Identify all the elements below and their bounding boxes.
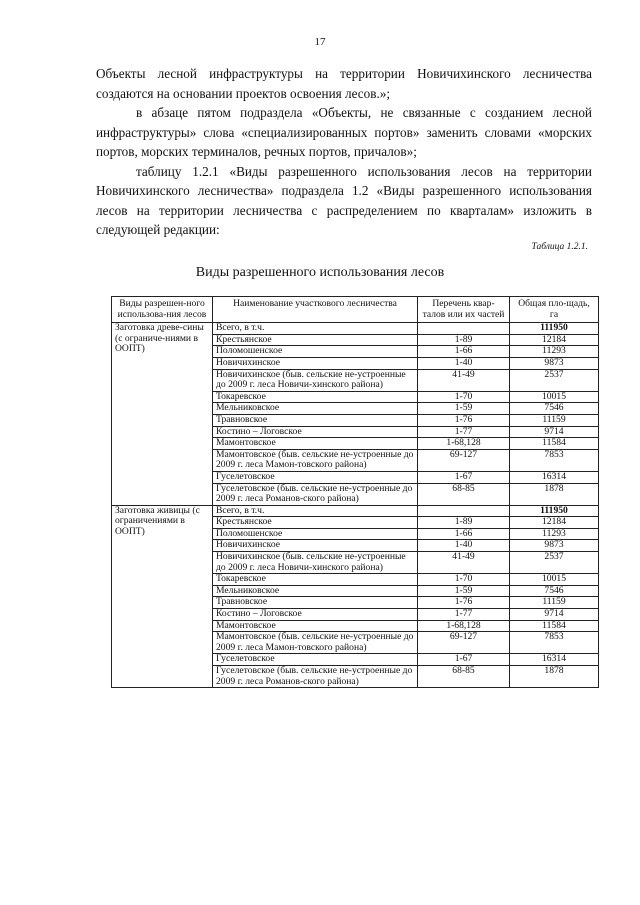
quarters-cell: 1-89 [418,334,510,346]
area-cell: 9714 [510,609,599,621]
table-body [112,323,599,688]
district-name-cell: Гуселетовское [213,471,418,483]
header-use-type: Виды разрешен-ного использова-ния лесов [112,297,213,323]
area-cell: 11159 [510,414,599,426]
district-name-cell: Новичихинское (быв. сельские не-устроенные до 2009 г. леса Новичи-хинского района) [213,369,418,391]
district-name-cell: Мельниковское [213,585,418,597]
area-cell: 16314 [510,654,599,666]
quarters-cell: 1-77 [418,609,510,621]
district-name-cell: Мельниковское [213,403,418,415]
quarters-cell: 1-59 [418,585,510,597]
quarters-cell: 1-76 [418,414,510,426]
district-name-cell: Гуселетовское (быв. сельские не-устроенные до 2009 г. леса Романов-ского района) [213,666,418,688]
quarters-cell: 1-66 [418,528,510,540]
area-cell: 9873 [510,540,599,552]
district-name-cell: Мамонтовское (быв. сельские не-устроенные до 2009 г. леса Мамон-товского района) [213,449,418,471]
quarters-cell: 1-70 [418,391,510,403]
area-cell: 1878 [510,666,599,688]
district-name-cell: Крестьянское [213,517,418,529]
area-cell: 111950 [510,323,599,335]
quarters-cell: 1-89 [418,517,510,529]
quarters-cell: 1-68,128 [418,620,510,632]
district-name-cell: Новичихинское [213,540,418,552]
district-name-cell: Мамонтовское [213,620,418,632]
use-type-cell: Заготовка древе-сины (с ограниче-ниями в ООПТ) [112,323,213,506]
quarters-cell: 1-40 [418,357,510,369]
district-name-cell: Крестьянское [213,334,418,346]
district-name-cell: Всего, в т.ч. [213,505,418,517]
quarters-cell: 1-67 [418,654,510,666]
district-name-cell: Мамонтовское (быв. сельские не-устроенные до 2009 г. леса Мамон-товского района) [213,632,418,654]
area-cell: 2537 [510,552,599,574]
district-name-cell: Всего, в т.ч. [213,323,418,335]
area-cell: 9873 [510,357,599,369]
table-row [112,323,599,335]
quarters-cell: 41-49 [418,369,510,391]
district-name-cell: Новичихинское (быв. сельские не-устроенные до 2009 г. леса Новичи-хинского района) [213,552,418,574]
area-cell: 11293 [510,346,599,358]
quarters-cell: 69-127 [418,632,510,654]
table-row [112,505,599,517]
quarters-cell: 1-66 [418,346,510,358]
district-name-cell: Поломошенское [213,346,418,358]
area-cell: 11159 [510,597,599,609]
area-cell: 2537 [510,369,599,391]
area-cell: 7853 [510,449,599,471]
quarters-cell: 1-68,128 [418,438,510,450]
area-cell: 10015 [510,574,599,586]
quarters-cell [418,505,510,517]
area-cell: 9714 [510,426,599,438]
area-cell: 7546 [510,585,599,597]
quarters-cell: 1-67 [418,471,510,483]
header-quarters: Перечень квар-талов или их частей [418,297,510,323]
area-cell: 12184 [510,517,599,529]
area-cell: 11584 [510,438,599,450]
use-type-cell: Заготовка живицы (с ограничениями в ООПТ) [112,505,213,688]
area-cell: 10015 [510,391,599,403]
quarters-cell: 1-77 [418,426,510,438]
district-name-cell: Токаревское [213,391,418,403]
quarters-cell: 69-127 [418,449,510,471]
district-name-cell: Новичихинское [213,357,418,369]
area-cell: 16314 [510,471,599,483]
area-cell: 12184 [510,334,599,346]
district-name-cell: Гуселетовское (быв. сельские не-устроенные до 2009 г. леса Романов-ского района) [213,483,418,505]
area-cell: 7853 [510,632,599,654]
table-caption: Таблица 1.2.1. [531,242,588,252]
district-name-cell: Травновское [213,414,418,426]
quarters-cell [418,323,510,335]
paragraph: таблицу 1.2.1 «Виды разрешенного использования лесов на территории Новичихинского лесничества» подраздела 1.2 «Виды разрешенного использования лесов на территории лесничества с распределением по кварталам» изложить в следующей редакции: [96,163,592,237]
header-district-name: Наименование участкового лесничества [213,297,418,323]
district-name-cell: Травновское [213,597,418,609]
district-name-cell: Поломошенское [213,528,418,540]
table-header-row [112,297,599,323]
district-name-cell: Гуселетовское [213,654,418,666]
quarters-cell: 1-70 [418,574,510,586]
quarters-cell: 1-40 [418,540,510,552]
table-title: Виды разрешенного использования лесов [195,265,445,280]
forest-use-table [111,296,599,688]
district-name-cell: Костино – Логовское [213,609,418,621]
paragraph: Объекты лесной инфраструктуры на территории Новичихинского лесничества создаются на основании проектов освоения лесов.»; [96,66,592,101]
area-cell: 11584 [510,620,599,632]
area-cell: 1878 [510,483,599,505]
quarters-cell: 41-49 [418,552,510,574]
area-cell: 7546 [510,403,599,415]
area-cell: 111950 [510,505,599,517]
header-area: Общая пло-щадь, га [510,297,599,323]
area-cell: 11293 [510,528,599,540]
district-name-cell: Мамонтовское [213,438,418,450]
quarters-cell: 68-85 [418,666,510,688]
body-text [96,64,592,240]
quarters-cell: 1-59 [418,403,510,415]
paragraph: в абзаце пятом подраздела «Объекты, не связанные с созданием лесной инфраструктуры» слова «специализированных портов» заменить словами «морских портов, морских терминалов, речных портов, причалов»; [96,105,592,159]
district-name-cell: Токаревское [213,574,418,586]
page-number: 17 [314,36,326,48]
quarters-cell: 68-85 [418,483,510,505]
quarters-cell: 1-76 [418,597,510,609]
district-name-cell: Костино – Логовское [213,426,418,438]
